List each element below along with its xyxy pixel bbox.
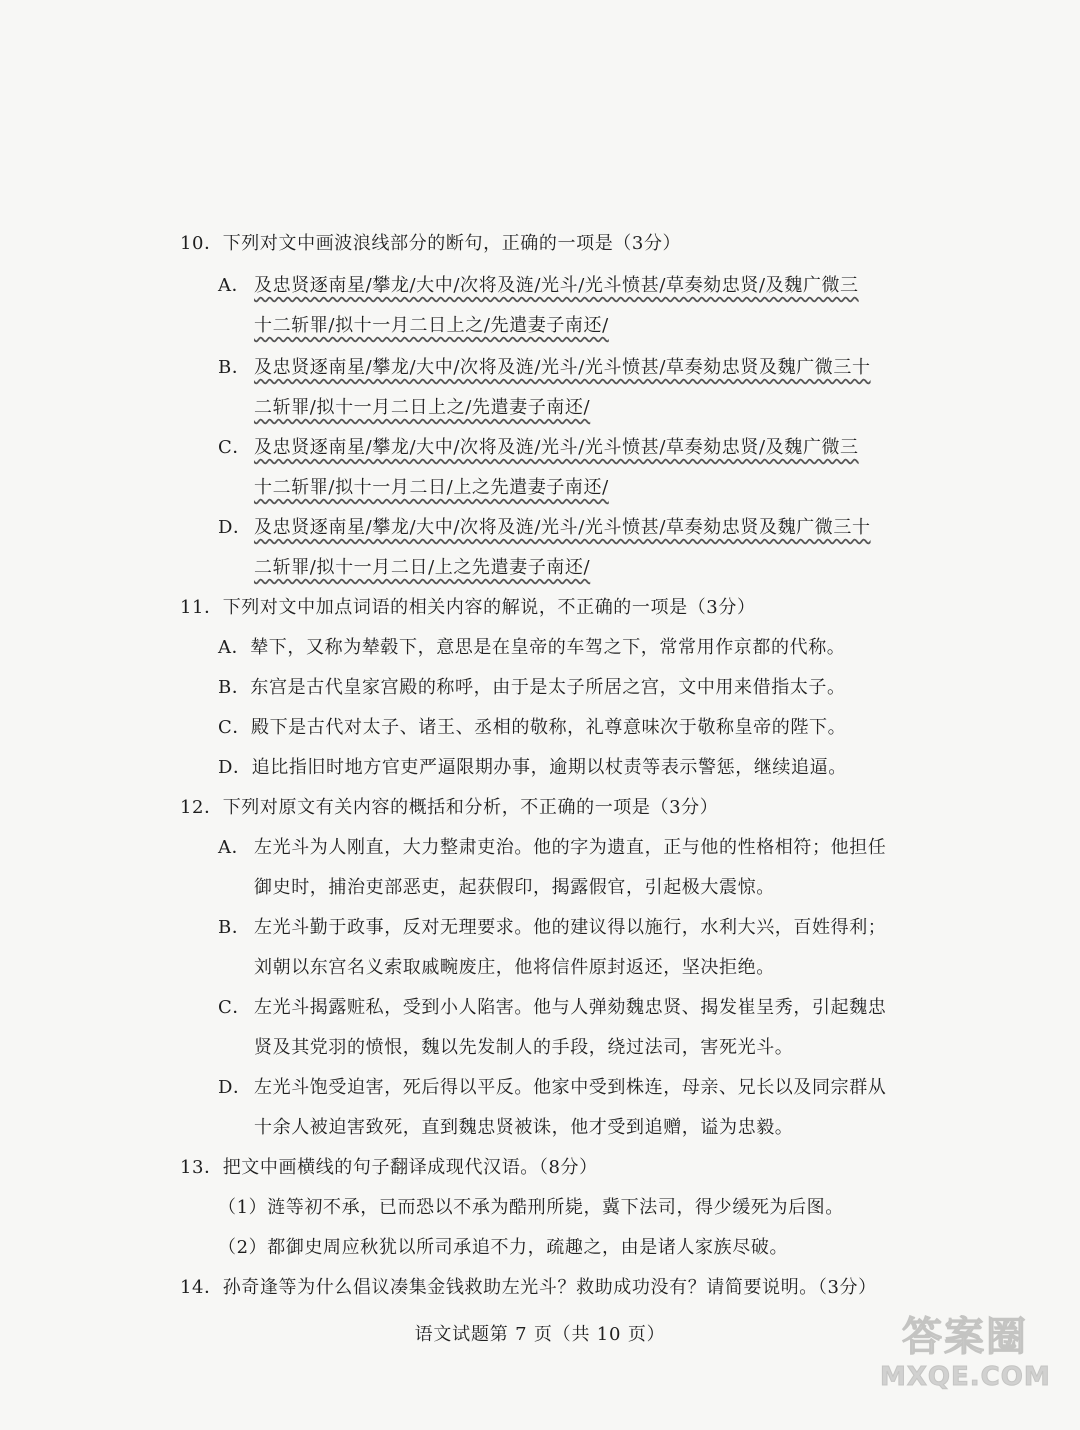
q13-sentence-1: （1）涟等初不承，已而恐以不承为酷刑所毙，冀下法司，得少缓死为后图。 xyxy=(218,1197,844,1218)
q11-option-b: B．东宫是古代皇家宫殿的称呼，由于是太子所居之宫，文中用来借指太子。 xyxy=(218,677,846,698)
q13-sentence-2: （2）都御史周应秋犹以所司承追不力，疏趣之，由是诸人家族尽破。 xyxy=(218,1237,789,1258)
page-footer: 语文试题第 7 页（共 10 页） xyxy=(414,1324,666,1345)
watermark-domain: MXQE.COM xyxy=(880,1362,1051,1392)
q10-option-b-line1: 及忠贤逐南星/攀龙/大中/次将及涟/光斗/光斗愤甚/草奏劾忠贤及魏广微三十 xyxy=(254,357,871,378)
q10-option-b-line2: 二斩罪/拟十一月二日上之/先遣妻子南还/ xyxy=(254,397,591,418)
q12-option-c-line1: 左光斗揭露赃私，受到小人陷害。他与人弹劾魏忠贤、揭发崔呈秀，引起魏忠 xyxy=(254,997,887,1018)
q12-option-c-line2: 贤及其党羽的愤恨，魏以先发制人的手段，绕过法司，害死光斗。 xyxy=(254,1037,794,1058)
q12-option-b-letter: B． xyxy=(218,917,251,938)
q12-option-d-letter: D． xyxy=(218,1077,252,1098)
q10-option-d-line1: 及忠贤逐南星/攀龙/大中/次将及涟/光斗/光斗愤甚/草奏劾忠贤及魏广微三十 xyxy=(254,517,871,538)
q12-option-a-letter: A． xyxy=(218,837,251,858)
q12-option-a-line1: 左光斗为人刚直，大力整肃吏治。他的字为遗直，正与他的性格相符；他担任 xyxy=(254,837,887,858)
q12-option-c-letter: C． xyxy=(218,997,251,1018)
q12-option-b-line2: 刘朝以东宫名义索取戚畹废庄，他将信件原封返还，坚决拒绝。 xyxy=(254,957,775,978)
q10-option-d-letter: D． xyxy=(218,517,252,538)
q12-option-a-line2: 御史时，捕治吏部恶吏，起获假印，揭露假官，引起极大震惊。 xyxy=(254,877,775,898)
q10-option-a-letter: A． xyxy=(218,275,251,296)
q10-option-a-line2: 十二斩罪/拟十一月二日上之/先遣妻子南还/ xyxy=(254,315,609,336)
q11-option-a: A．辇下，又称为辇毂下，意思是在皇帝的车驾之下，常常用作京都的代称。 xyxy=(218,637,846,658)
question-12-stem: 12．下列对原文有关内容的概括和分析，不正确的一项是（3分） xyxy=(180,797,719,818)
q11-option-d: D．追比指旧时地方官吏严逼限期办事，逾期以杖责等表示警惩，继续追逼。 xyxy=(218,757,847,778)
question-14-stem: 14．孙奇逢等为什么倡议凑集金钱救助左光斗？救助成功没有？请简要说明。（3分） xyxy=(180,1277,877,1298)
watermark-logo-text: 答案圈 xyxy=(902,1314,1028,1360)
q10-option-a-line1: 及忠贤逐南星/攀龙/大中/次将及涟/光斗/光斗愤甚/草奏劾忠贤/及魏广微三 xyxy=(254,275,859,296)
question-10-stem: 10．下列对文中画波浪线部分的断句，正确的一项是（3分） xyxy=(180,233,682,254)
q10-option-c-line1: 及忠贤逐南星/攀龙/大中/次将及涟/光斗/光斗愤甚/草奏劾忠贤/及魏广微三 xyxy=(254,437,859,458)
question-11-stem: 11．下列对文中加点词语的相关内容的解说，不正确的一项是（3分） xyxy=(180,597,756,618)
q10-option-c-line2: 十二斩罪/拟十一月二日/上之先遣妻子南还/ xyxy=(254,477,609,498)
question-13-stem: 13．把文中画横线的句子翻译成现代汉语。（8分） xyxy=(180,1157,598,1178)
q10-option-c-letter: C． xyxy=(218,437,251,458)
q10-option-b-letter: B． xyxy=(218,357,251,378)
watermark-logo xyxy=(880,1305,1050,1400)
q12-option-d-line1: 左光斗饱受迫害，死后得以平反。他家中受到株连，母亲、兄长以及同宗群从 xyxy=(254,1077,887,1098)
q11-option-c: C．殿下是古代对太子、诸王、丞相的敬称，礼尊意味次于敬称皇帝的陛下。 xyxy=(218,717,847,738)
q12-option-b-line1: 左光斗勤于政事，反对无理要求。他的建议得以施行，水利大兴，百姓得利； xyxy=(254,917,887,938)
q10-option-d-line2: 二斩罪/拟十一月二日/上之先遣妻子南还/ xyxy=(254,557,591,578)
q12-option-d-line2: 十余人被迫害致死，直到魏忠贤被诛，他才受到追赠，谥为忠毅。 xyxy=(254,1117,794,1138)
